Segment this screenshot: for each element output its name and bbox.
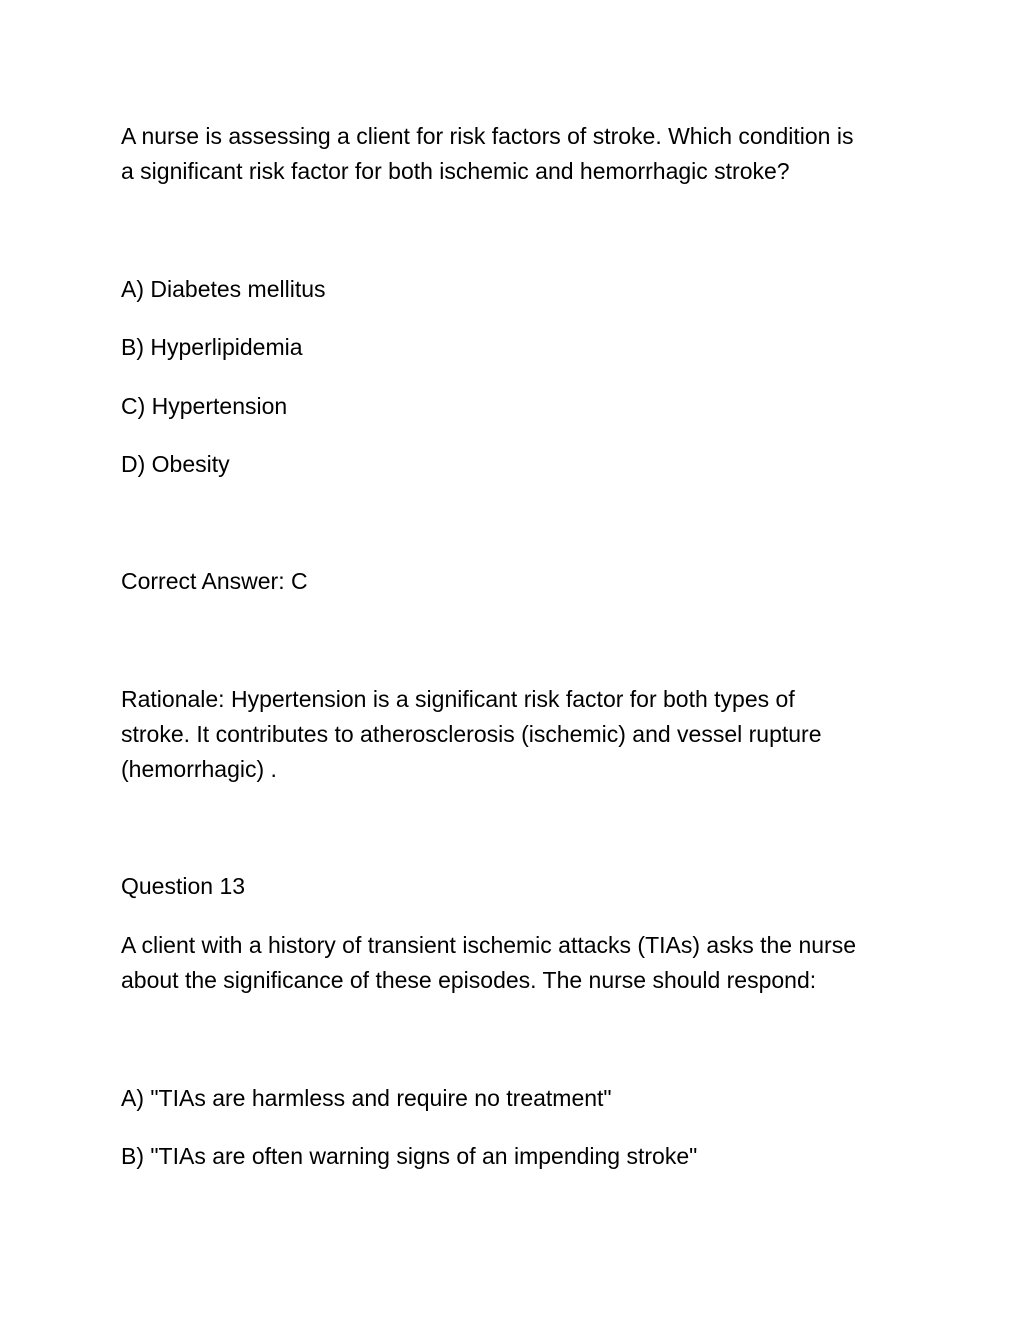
rationale-line: (hemorrhagic) . xyxy=(121,756,277,782)
question-heading: Question 13 xyxy=(121,873,246,899)
rationale-line: Rationale: Hypertension is a significant risk factor for both types of xyxy=(121,686,795,712)
answer-option-b: B) "TIAs are often warning signs of an impending stroke" xyxy=(121,1143,698,1169)
question-stem-line: A client with a history of transient ischemic attacks (TIAs) asks the nurse xyxy=(121,932,857,958)
correct-answer: Correct Answer: C xyxy=(121,568,308,594)
question-stem-line: a significant risk factor for both ischemic and hemorrhagic stroke? xyxy=(121,158,790,184)
answer-option-d: D) Obesity xyxy=(121,451,230,477)
rationale-line: stroke. It contributes to atherosclerosis (ischemic) and vessel rupture xyxy=(121,721,822,747)
question-stem-line: A nurse is assessing a client for risk factors of stroke. Which condition is xyxy=(121,123,854,149)
answer-option-b: B) Hyperlipidemia xyxy=(121,334,303,360)
question-stem-line: about the significance of these episodes. The nurse should respond: xyxy=(121,967,817,993)
answer-option-c: C) Hypertension xyxy=(121,393,288,419)
answer-option-a: A) Diabetes mellitus xyxy=(121,276,326,302)
answer-option-a: A) "TIAs are harmless and require no treatment" xyxy=(121,1085,612,1111)
